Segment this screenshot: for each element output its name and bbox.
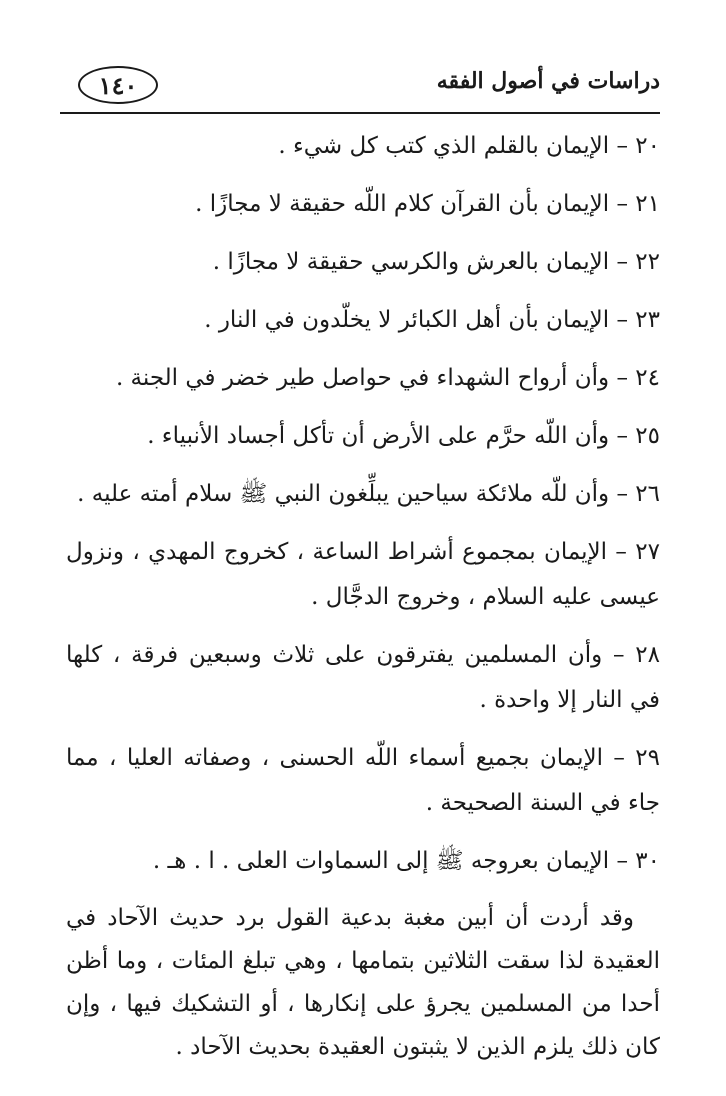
list-item-26: ٢٦ – وأن للّه ملائكة سياحين يبلِّغون النبي ﷺ سلام أمته عليه . — [77, 481, 660, 507]
list-item-28: ٢٨ – وأن المسلمين يفترقون على ثلاث وسبعين فرقة ، كلها في النار إلا واحدة . — [66, 642, 660, 713]
list-item-23: ٢٣ – الإيمان بأن أهل الكبائر لا يخلّدون في النار . — [204, 307, 660, 333]
list-item-29: ٢٩ – الإيمان بجميع أسماء اللّه الحسنى ، وصفاته العليا ، مما جاء في السنة الصحيحة . — [66, 745, 660, 816]
page-body — [66, 124, 660, 1069]
list-item-30: ٣٠ – الإيمان بعروجه ﷺ إلى السماوات العلى . ا . هـ . — [152, 848, 660, 874]
page-header — [60, 66, 660, 106]
list-item-20: ٢٠ – الإيمان بالقلم الذي كتب كل شيء . — [278, 133, 660, 159]
running-title: دراسات في أصول الفقه — [436, 68, 660, 94]
header-divider — [60, 112, 660, 114]
list-item-21: ٢١ – الإيمان بأن القرآن كلام اللّه حقيقة لا مجازًا . — [195, 191, 660, 217]
closing-paragraph: وقد أردت أن أبين مغبة بدعية القول برد حديث الآحاد في العقيدة لذا سقت الثلاثين بتمامها ، وهي تبلغ المئات ، وما أظن أحدا من المسلمين يجرؤ على إنكارها ، أو التشكيك فيها ، وإن كان ذلك يلزم الذين لا يثبتون العقيدة بحديث الآحاد . — [66, 905, 660, 1060]
list-item-25: ٢٥ – وأن اللّه حرَّم على الأرض أن تأكل أجساد الأنبياء . — [147, 423, 660, 449]
page-number: ١٤٠ — [78, 66, 158, 104]
list-item-27: ٢٧ – الإيمان بمجموع أشراط الساعة ، كخروج المهدي ، ونزول عيسى عليه السلام ، وخروج الدجَّال . — [66, 539, 660, 610]
list-item-24: ٢٤ – وأن أرواح الشهداء في حواصل طير خضر في الجنة . — [115, 365, 660, 391]
list-item-22: ٢٢ – الإيمان بالعرش والكرسي حقيقة لا مجازًا . — [212, 249, 660, 275]
